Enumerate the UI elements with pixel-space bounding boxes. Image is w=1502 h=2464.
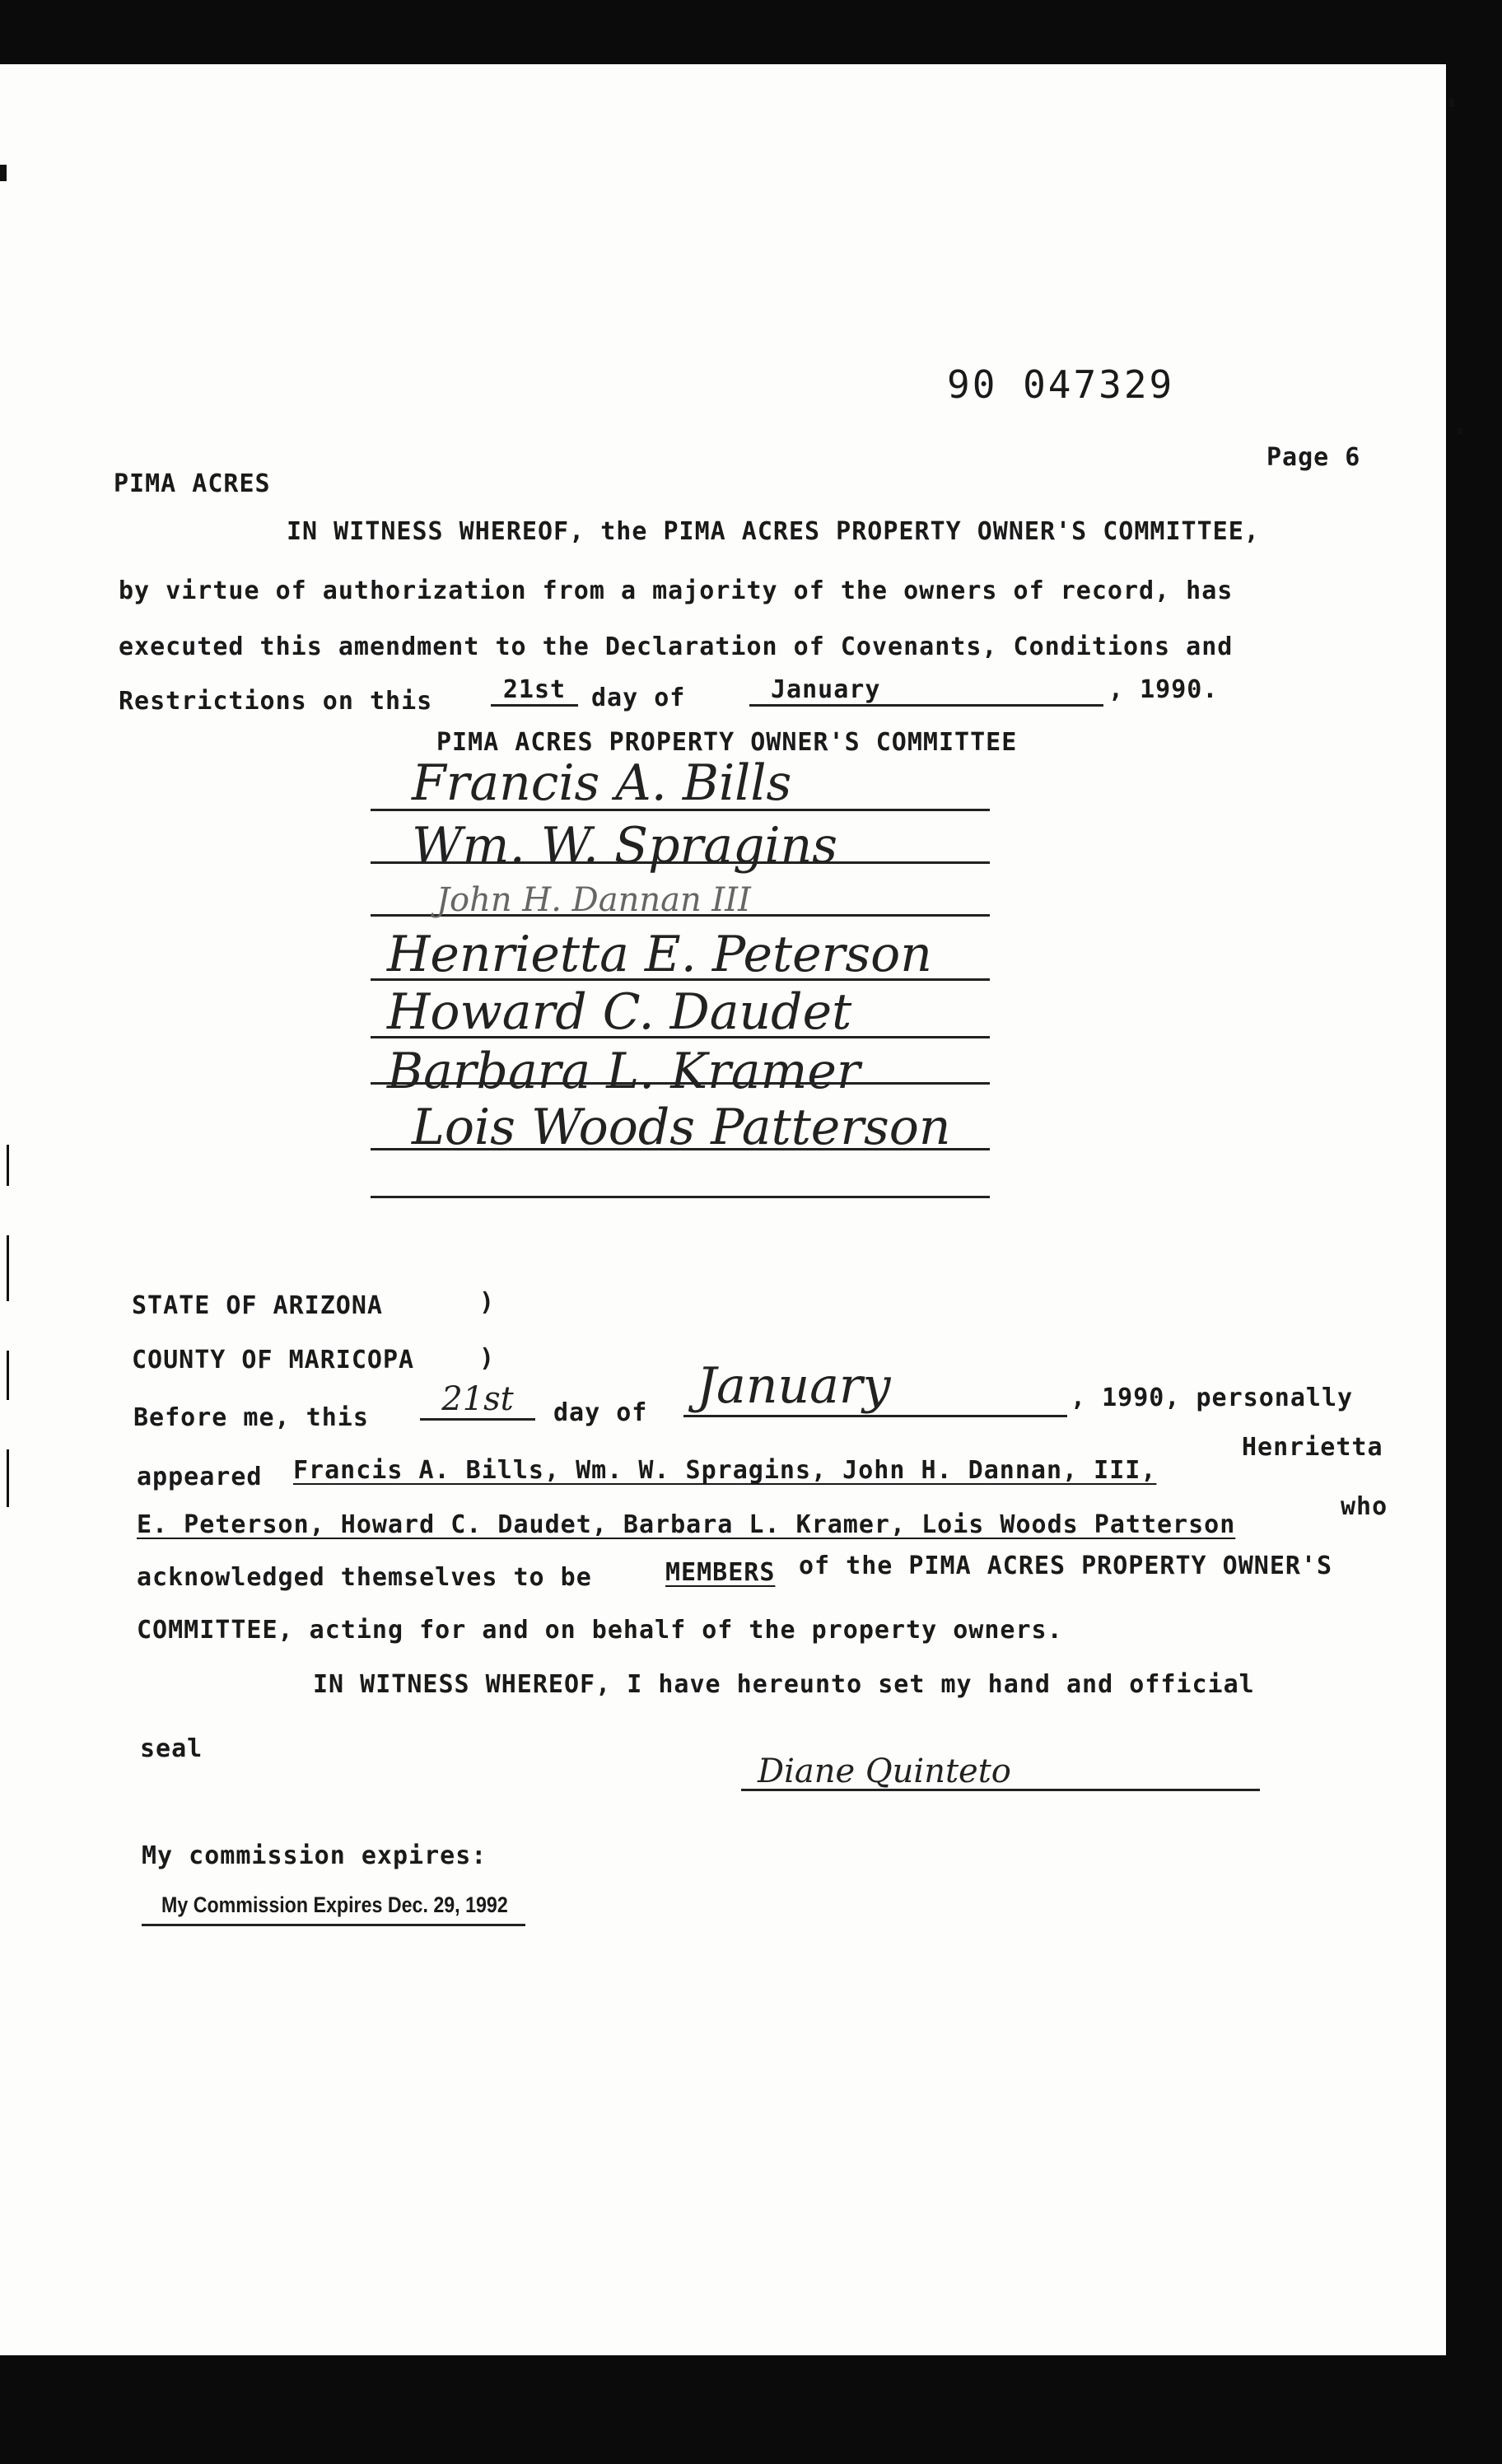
signature-line xyxy=(371,1196,990,1198)
header-pima-acres: PIMA ACRES xyxy=(114,469,271,498)
witness-line-2: by virtue of authorization from a majority of the owners of record, has xyxy=(119,576,1234,605)
record-number: 90 047329 xyxy=(947,362,1175,407)
scan-mark xyxy=(7,1235,9,1301)
signature-lois-patterson: Lois Woods Patterson xyxy=(412,1099,951,1156)
signature-john-dannan: John H. Dannan III xyxy=(436,881,751,919)
notary-signature: Diane Quinteto xyxy=(758,1752,1011,1790)
page-label: Page 6 xyxy=(1266,443,1361,472)
county-label: COUNTY OF MARICOPA xyxy=(132,1346,415,1374)
ack-members: MEMBERS xyxy=(665,1558,776,1587)
witness-month: January xyxy=(749,675,1103,707)
signature-howard-daudet: Howard C. Daudet xyxy=(387,983,852,1041)
scan-mark xyxy=(7,1449,9,1507)
signature-henrietta-peterson: Henrietta E. Peterson xyxy=(387,926,932,983)
commission-label: My commission expires: xyxy=(142,1841,487,1870)
appeared-names-line-1: Francis A. Bills, Wm. W. Spragins, John H. Dannan, III, xyxy=(293,1456,1157,1485)
signature-wm-spragins: Wm. W. Spragins xyxy=(412,817,838,875)
state-label: STATE OF ARIZONA xyxy=(132,1291,383,1320)
scan-speck xyxy=(0,165,7,181)
document-page xyxy=(0,64,1446,2464)
appeared-names-line-2-tail: who xyxy=(1341,1492,1388,1521)
county-paren: ) xyxy=(479,1344,496,1373)
witness-line-3: executed this amendment to the Declaration of Covenants, Conditions and xyxy=(119,632,1234,661)
before-me-pre: Before me, this xyxy=(133,1403,369,1432)
state-paren: ) xyxy=(479,1288,496,1317)
ack-post: of the PIMA ACRES PROPERTY OWNER'S xyxy=(799,1552,1333,1580)
witness-line-4-pre: Restrictions on this xyxy=(119,687,433,716)
appeared-names-line-1-tail: Henrietta xyxy=(1242,1433,1383,1462)
witness-line-4-mid: day of xyxy=(591,684,686,712)
scan-mark xyxy=(7,1145,9,1186)
commission-stamp: My Commission Expires Dec. 29, 1992 xyxy=(161,1892,508,1917)
seal-word: seal xyxy=(140,1734,203,1763)
ack-pre: acknowledged themselves to be xyxy=(137,1563,592,1592)
witness-line-1: IN WITNESS WHEREOF, the PIMA ACRES PROPERTY OWNER'S COMMITTEE, xyxy=(287,517,1260,546)
notary-month-handwritten: January xyxy=(683,1357,1067,1417)
scan-mark xyxy=(7,1351,9,1400)
scan-bottom-border xyxy=(0,2355,1502,2464)
signature-barbara-kramer: Barbara L. Kramer xyxy=(387,1043,861,1100)
committee-acting-line: COMMITTEE, acting for and on behalf of the property owners. xyxy=(137,1616,1063,1645)
committee-heading: PIMA ACRES PROPERTY OWNER'S COMMITTEE xyxy=(436,728,1018,757)
commission-line xyxy=(142,1924,525,1926)
notary-day-handwritten: 21st xyxy=(420,1380,535,1421)
scan-speck xyxy=(1449,99,1454,107)
before-me-mid: day of xyxy=(553,1398,648,1427)
appeared-label: appeared xyxy=(137,1463,263,1491)
before-me-post: , 1990, personally xyxy=(1071,1384,1354,1412)
witness-day: 21st xyxy=(491,675,578,707)
appeared-names-line-2: E. Peterson, Howard C. Daudet, Barbara L. Kramer, Lois Woods Patterson xyxy=(137,1510,1236,1539)
notary-signature-line xyxy=(741,1789,1260,1791)
scan-speck xyxy=(1458,428,1462,434)
notary-witness-line: IN WITNESS WHEREOF, I have hereunto set my hand and official xyxy=(313,1670,1255,1699)
signature-francis-bills: Francis A. Bills xyxy=(412,754,792,812)
witness-line-4-post: , 1990. xyxy=(1108,675,1219,704)
